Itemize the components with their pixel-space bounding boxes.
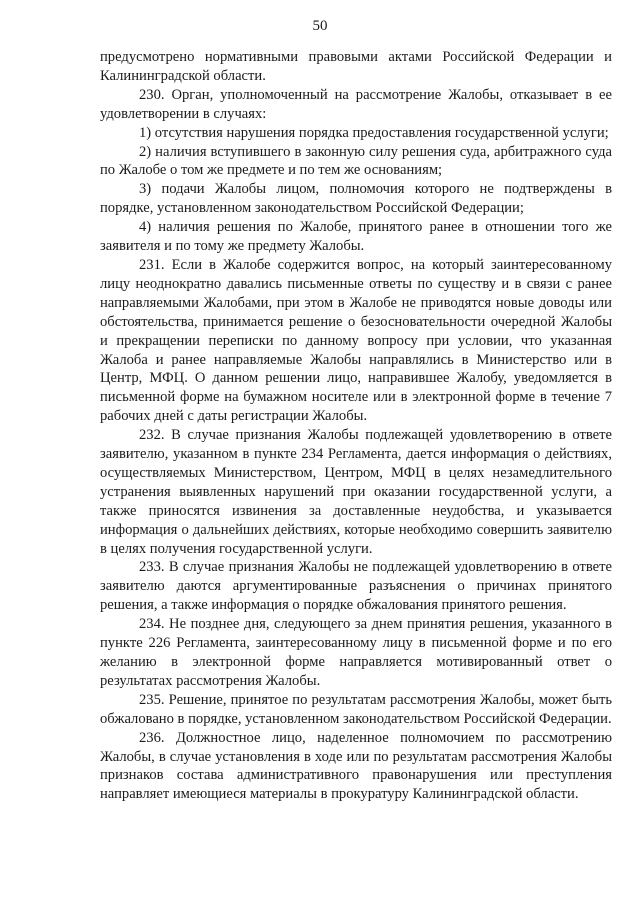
page-number: 50 <box>312 18 328 34</box>
paragraph-230: 230. Орган, уполномоченный на рассмотрение Жалобы, отказывает в ее удовлетворении в случаях: <box>100 86 612 122</box>
paragraph-230-item-4: 4) наличия решения по Жалобе, принятого ранее в отношении того же заявителя и по тому же предмету Жалобы. <box>100 219 612 255</box>
paragraph-235: 235. Решение, принятое по результатам рассмотрения Жалобы, может быть обжаловано в порядке, установленном законодательством Российской Федерации. <box>100 691 612 727</box>
paragraph-231: 231. Если в Жалобе содержится вопрос, на который заинтересованному лицу неоднократно давались письменные ответы по существу и в связи с ранее направляемыми Жалобами, при этом в Жалобе не приводятся новые доводы или обстоятельства, принимается решение о безосновательности очередной Жалобы и прекращении переписки по данному вопросу при условии, что указанная Жалоба и ранее направляемые Жалобы направлялись в Министерство или в Центр, МФЦ. О данном решении лицо, направившее Жалобу, уведомляется в письменной форме на бумажном носителе или в электронной форме в течение 7 рабочих дней с даты регистрации Жалобы. <box>100 256 612 425</box>
paragraph-230-item-2: 2) наличия вступившего в законную силу решения суда, арбитражного суда по Жалобе о том же предмете и по тем же основаниям; <box>100 143 612 179</box>
document-body <box>100 48 612 804</box>
paragraph-236: 236. Должностное лицо, наделенное полномочием по рассмотрению Жалобы, в случае установления в ходе или по результатам рассмотрения Жалобы признаков состава административного правонарушения или преступления направляет имеющиеся материалы в прокуратуру Калининградской области. <box>100 729 612 803</box>
paragraph-234: 234. Не позднее дня, следующего за днем принятия решения, указанного в пункте 226 Регламента, заинтересованному лицу в письменной форме и по его желанию в электронной форме направляется мотивированный ответ о результатах рассмотрения Жалобы. <box>100 616 612 689</box>
paragraph-233: 233. В случае признания Жалобы не подлежащей удовлетворению в ответе заявителю даются аргументированные разъяснения о причинах принятого решения, а также информация о порядке обжалования принятого решения. <box>100 559 612 614</box>
paragraph-continuation: предусмотрено нормативными правовыми актами Российской Федерации и Калининградской области. <box>100 49 612 84</box>
paragraph-230-item-1: 1) отсутствия нарушения порядка предоставления государственной услуги; <box>139 124 609 141</box>
paragraph-230-item-3: 3) подачи Жалобы лицом, полномочия которого не подтверждены в порядке, установленном законодательством Российской Федерации; <box>100 181 612 217</box>
paragraph-232: 232. В случае признания Жалобы подлежащей удовлетворению в ответе заявителю, указанном в пункте 234 Регламента, дается информация о действиях, осуществляемых Министерством, Центром, МФЦ в целях незамедлительного устранения выявленных нарушений при оказании государственной услуги, а также приносятся извинения за доставленные неудобства, и указывается информация о дальнейших действиях, которые необходимо совершить заявителю в целях получения государственной услуги. <box>100 427 612 557</box>
